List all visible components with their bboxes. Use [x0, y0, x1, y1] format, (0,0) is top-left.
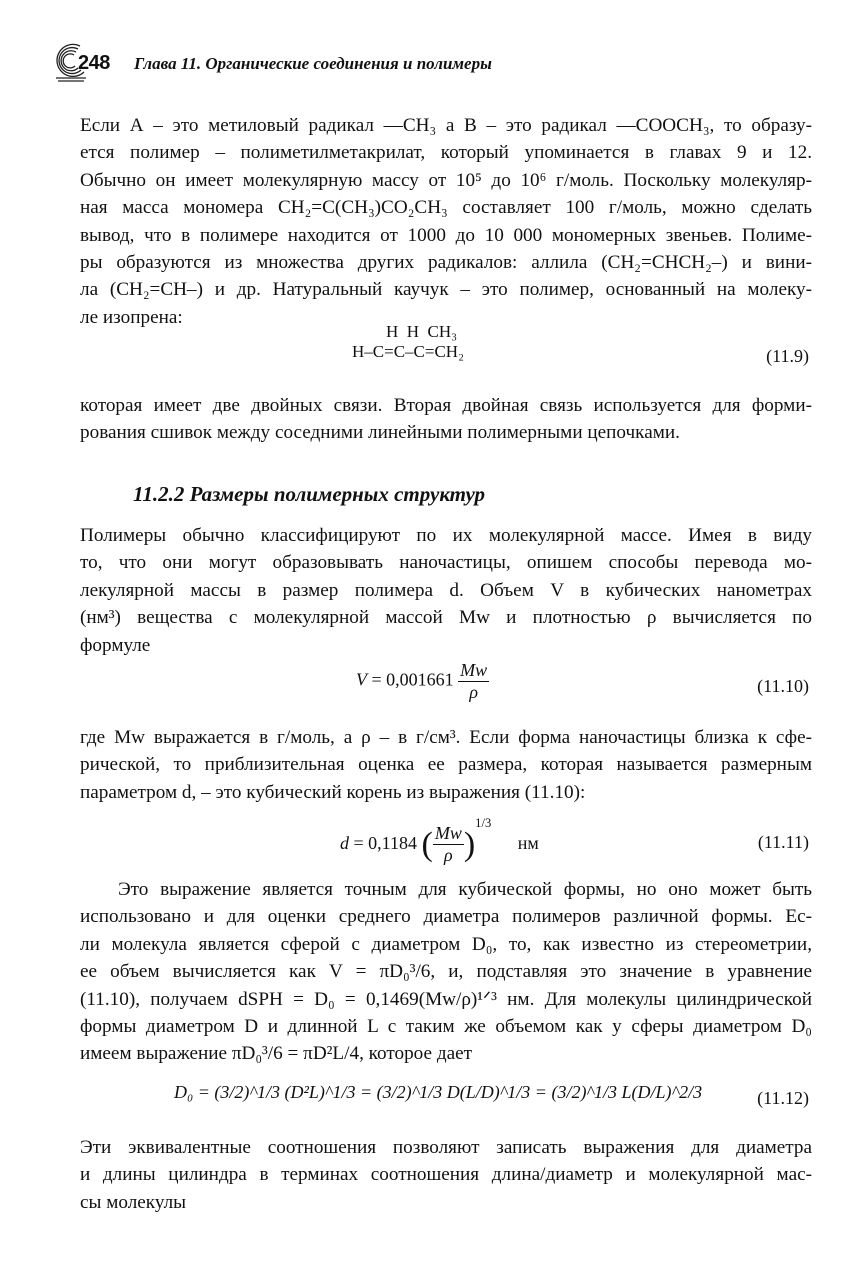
paragraph-4 — [80, 724, 812, 806]
text-line: ле изопрена: — [80, 306, 183, 328]
formula-line-top: H H CH₃ — [386, 322, 458, 341]
formula-line-bottom: H–C=C–C=CH₂ — [352, 342, 465, 361]
text-line: параметром d, – это кубический корень из выражения (11.10): — [80, 781, 586, 803]
paragraph-1 — [80, 112, 812, 331]
text-line: ла (CH₂=CH–) и др. Натуральный каучук – это полимер, основанный на молеку- — [80, 279, 812, 301]
text-line: формуле — [80, 634, 151, 656]
text-line: Эти эквивалентные соотношения позволяют записать выражения для диаметра — [80, 1137, 812, 1158]
text-line: ли молекула является сферой с диаметром D₀, то, как известно из стереометрии, — [80, 933, 812, 955]
section-heading: 11.2.2 Размеры полимерных структур — [133, 482, 486, 506]
isoprene-formula — [352, 322, 464, 362]
page-header — [50, 40, 610, 88]
eq-lhs: d — [340, 833, 349, 853]
equation-number: (11.9) — [766, 346, 809, 366]
text-line: Обычно он имеет молекулярную массу от 10⁵ до 10⁶ г/моль. Поскольку молекуляр- — [80, 169, 812, 191]
text-line: (нм³) вещества с молекулярной массой Mw и плотностью ρ вычисляется по — [80, 607, 812, 629]
text-line: и длины цилиндра в терминах соотношения длина/диаметр и молекулярной мас- — [80, 1164, 812, 1186]
fraction-numerator: Mw — [460, 660, 488, 680]
text-line: имеем выражение πD₀³/6 = πD²L/4, которое дает — [80, 1043, 473, 1065]
eq-unit: нм — [517, 833, 539, 853]
text-line: формы диаметром D и длинной L с таким же объемом как у сферы диаметром D₀ — [80, 1016, 812, 1038]
text-line: рования сшивок между соседними линейными полимерными цепочками. — [80, 422, 680, 444]
paragraph-6 — [80, 1134, 812, 1216]
eq-sign: = — [371, 669, 382, 690]
text-line: рической, то приблизительная оценка ее размера, которая называется размерным — [80, 754, 812, 776]
equation-number: (11.12) — [757, 1088, 809, 1108]
text-line: лекулярной массы в размер полимера d. Объем V в кубических нанометрах — [80, 579, 812, 601]
text-line: (11.10), получаем dSPH = D₀ = 0,1469(Mw/ρ)¹ᐟ³ нм. Для молекулы цилиндрической — [80, 988, 812, 1010]
equation-number: (11.11) — [757, 832, 809, 852]
eq-coefficient: 0,001661 — [386, 669, 454, 690]
chapter-title: Глава 11. Органические соединения и полимеры — [134, 54, 492, 73]
text-line: Это выражение является точным для кубической формы, но оно может быть — [118, 879, 812, 900]
text-line: ее объем вычисляется как V = πD₀³/6, и, подставляя это значение в уравнение — [80, 961, 812, 983]
paragraph-2 — [80, 392, 812, 447]
equation-11-11: d = 0,1184 ( $\frac{Mw}{\rho}$ )$^{1/3}$ нм — [340, 816, 539, 866]
page-number: 248 — [78, 52, 110, 74]
equation-11-12: D₀ = (3/2)^1/3 (D²L)^1/3 = (3/2)^1/3 D(L/D)^1/3 = (3/2)^1/3 L(D/L)^2/3 — [174, 1082, 703, 1102]
eq-exponent: 1/3 — [475, 816, 492, 830]
eq-coefficient: 0,1184 — [368, 833, 417, 853]
equation-11-10 — [356, 660, 489, 703]
text-line: вывод, что в полимере находится от 1000 до 10 000 мономерных звеньев. Полиме- — [80, 224, 812, 246]
text-line: использовано и для оценки среднего диаметра полимеров различной формы. Ес- — [80, 906, 812, 928]
text-line: ная масса мономера CH₂=C(CH₃)CO₂CH₃ составляет 100 г/моль, можно сделать — [80, 197, 812, 219]
eq-fraction — [433, 823, 464, 866]
fraction-denominator: ρ — [469, 682, 478, 702]
text-line: сы молекулы — [80, 1191, 187, 1213]
fraction-numerator: Mw — [434, 823, 462, 844]
text-line: ры образуются из множества других радикалов: аллила (CH₂=CHCH₂–) и вини- — [80, 252, 812, 274]
eq-sign: = — [353, 833, 364, 853]
fraction-denominator: ρ — [444, 845, 453, 866]
text-line: которая имеет две двойных связи. Вторая двойная связь используется для форми- — [80, 395, 812, 416]
equation-number: (11.10) — [757, 676, 809, 696]
text-line: где Mw выражается в г/моль, а ρ – в г/см³. Если форма наночастицы близка к сфе- — [80, 727, 812, 748]
text-line: Если А – это метиловый радикал —CH₃ а В – это радикал —COOCH₃, то образу- — [80, 115, 812, 136]
text-line: ется полимер – полиметилметакрилат, который упоминается в главах 9 и 12. — [80, 142, 812, 164]
eq-lhs: V — [356, 669, 367, 690]
paragraph-5 — [80, 876, 812, 1068]
eq-fraction — [458, 660, 489, 703]
text-line: Полимеры обычно классифицируют по их молекулярной массе. Имея в виду — [80, 525, 812, 546]
paragraph-3 — [80, 522, 812, 659]
text-line: то, что они могут образовывать наночастицы, опишем способы перевода мо- — [80, 552, 812, 574]
